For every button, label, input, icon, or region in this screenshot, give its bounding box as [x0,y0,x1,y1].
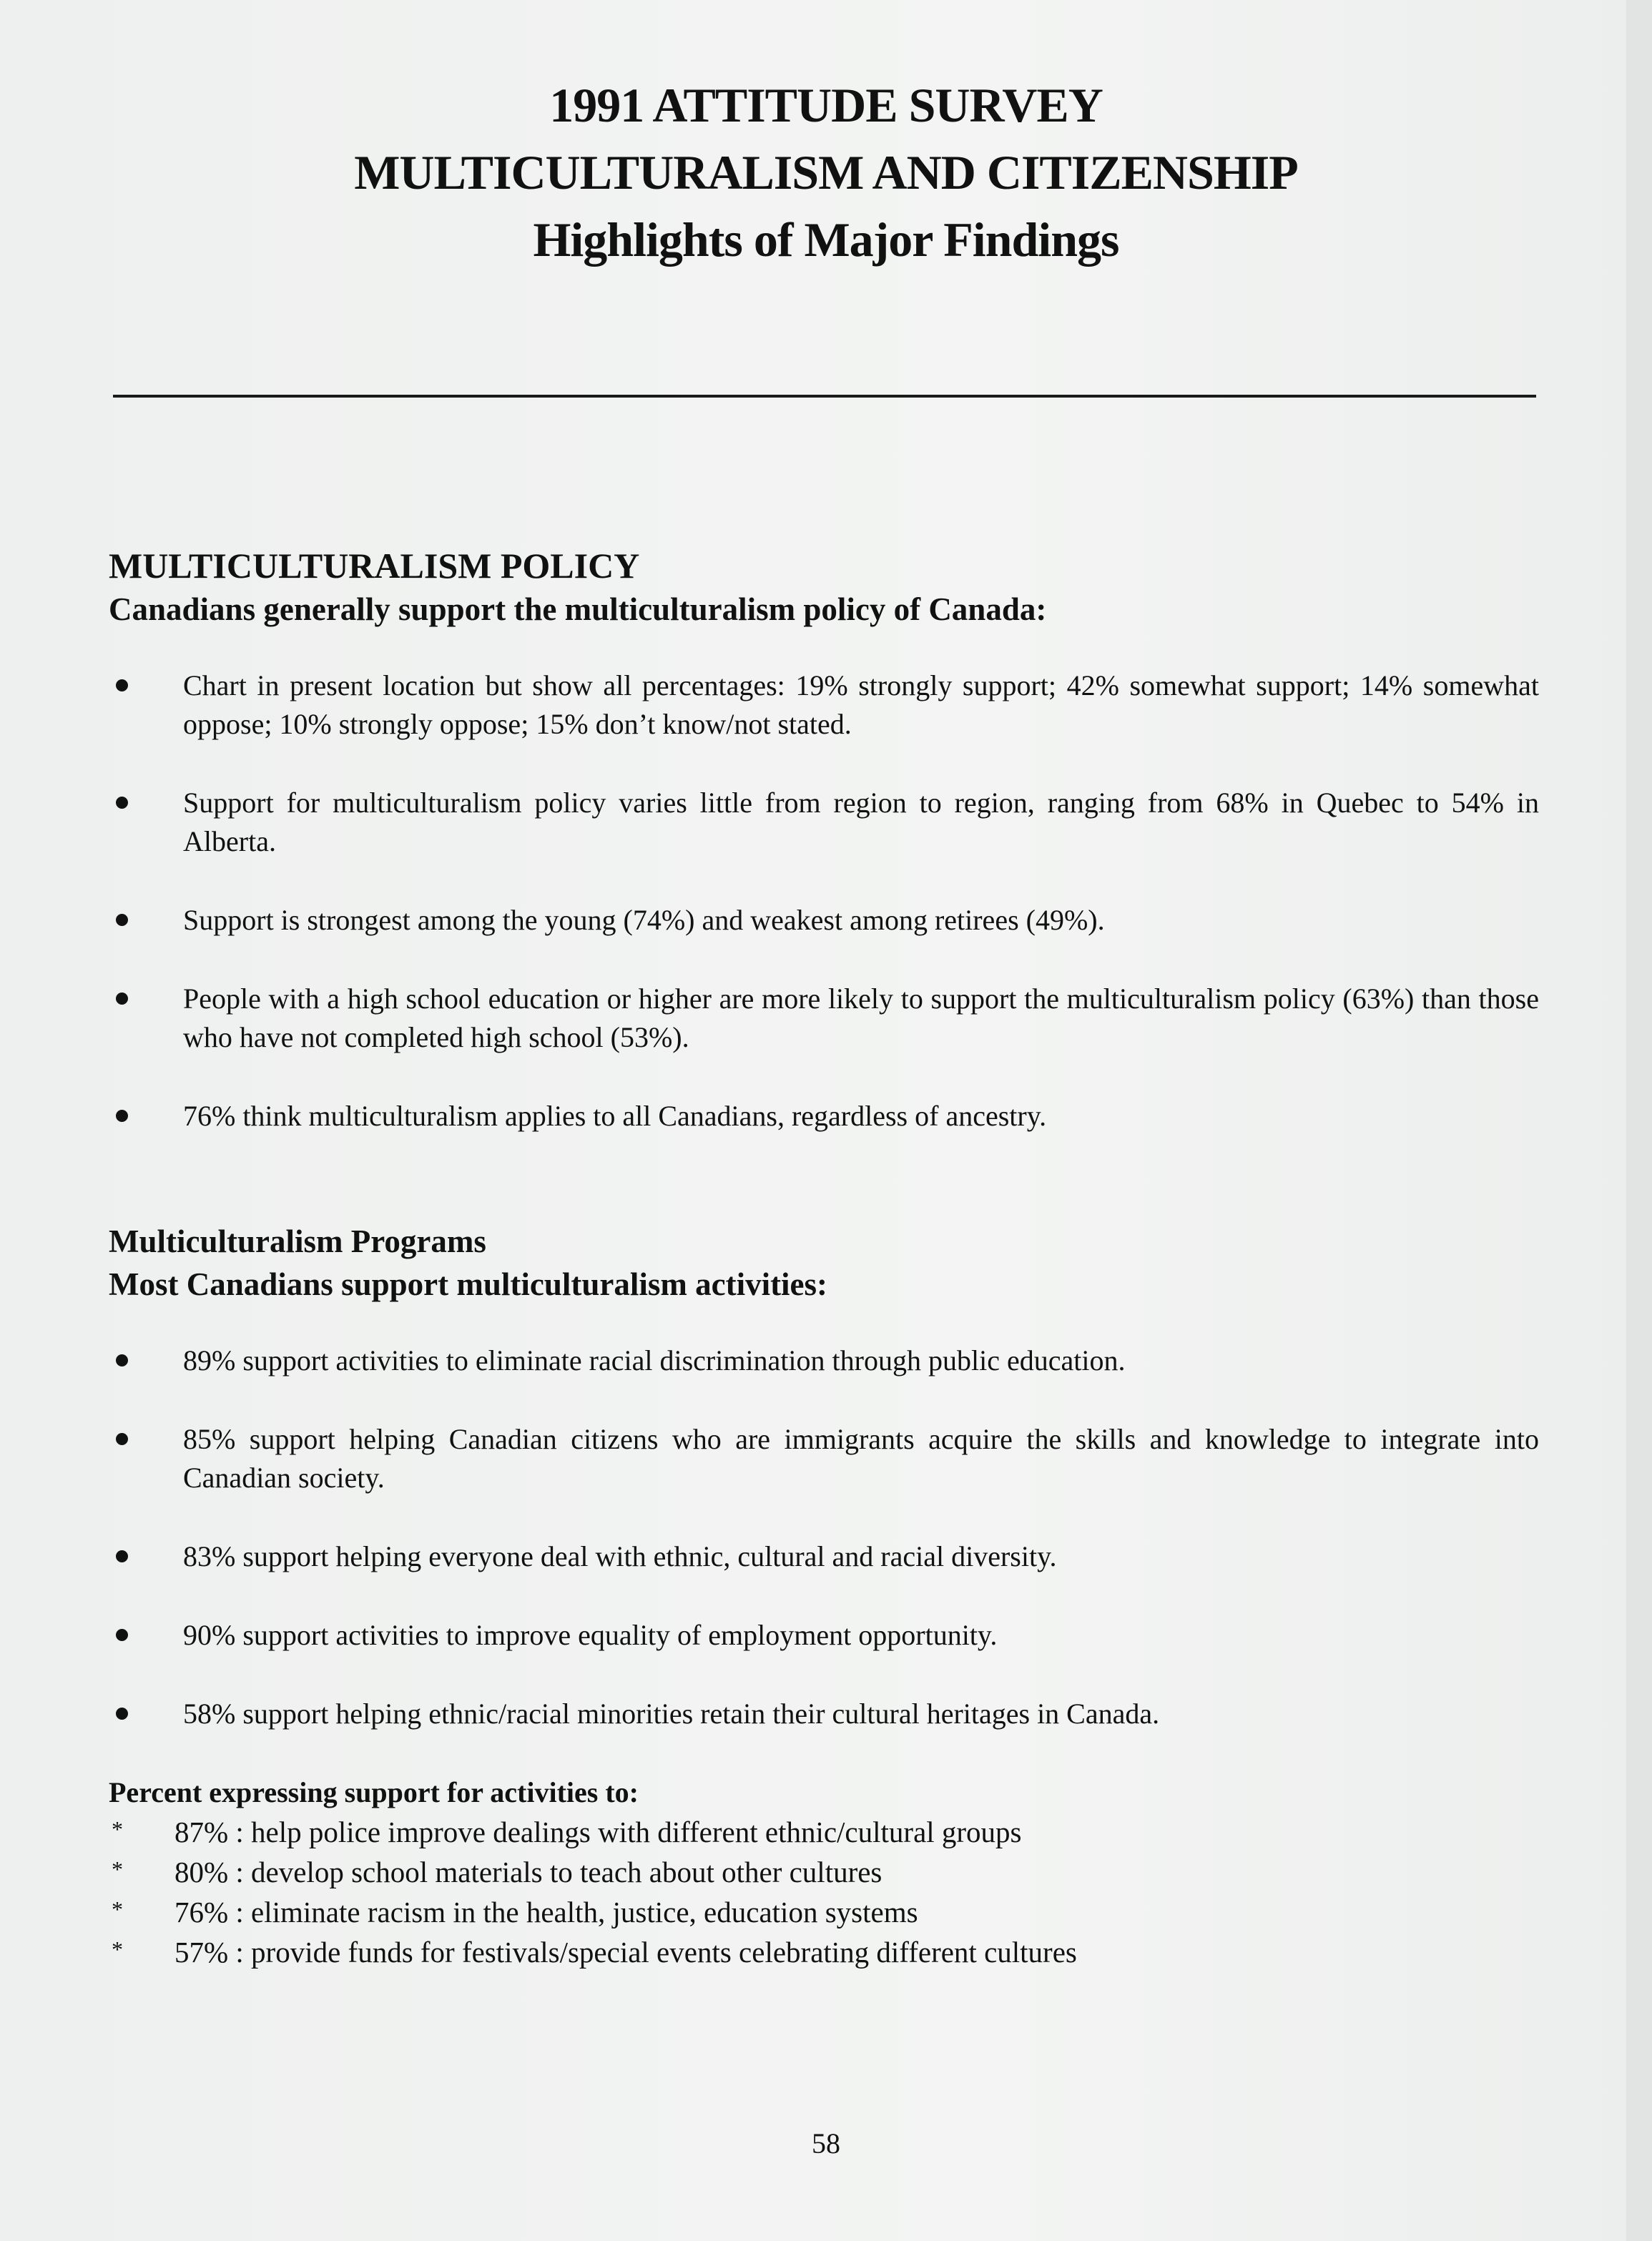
main-content [109,543,1539,1972]
title-divider [113,395,1536,398]
bullet-text: 85% support helping Canadian citizens who are immigrants acquire the skills and knowledge to integrate into Canadian society. [183,1423,1539,1494]
bullet-text: Chart in present location but show all percentages: 19% strongly support; 42% somewhat support; 14% somewhat oppose; 10% strongly oppose; 15% don’t know/not stated. [183,669,1539,740]
support-heading: Percent expressing support for activities to: [109,1776,639,1808]
bullet-icon [116,1433,128,1445]
bullet-text: Support for multiculturalism policy varies little from region to region, ranging from 68% in Quebec to 54% in Alberta. [183,787,1539,857]
list-item [109,1852,1539,1892]
list-item [109,980,1539,1057]
bullet-text: 89% support activities to eliminate racial discrimination through public education. [183,1344,1126,1376]
page-edge-shadow [1626,0,1652,2241]
bullet-text: People with a high school education or higher are more likely to support the multiculturalism policy (63%) than those who have not completed high school (53%). [183,982,1539,1053]
list-item [109,1932,1539,1972]
list-item [109,666,1539,744]
bullet-icon [116,797,128,809]
list-item [109,1892,1539,1932]
bullet-icon [116,914,128,926]
highlights-title: Highlights of Major Findings [533,212,1119,267]
asterisk-icon: * [112,1856,123,1882]
bullet-icon [116,1708,128,1720]
bullet-icon [116,1550,128,1562]
bullet-icon [116,1110,128,1122]
survey-subtitle: MULTICULTURALISM AND CITIZENSHIP [354,145,1298,200]
list-item [109,1537,1539,1576]
bullet-text: 90% support activities to improve equality of employment opportunity. [183,1619,998,1651]
support-text: 57% : provide funds for festivals/special events celebrating different cultures [174,1936,1077,1969]
asterisk-icon: * [112,1896,123,1922]
policy-bullet-list [109,666,1539,1136]
policy-heading: MULTICULTURALISM POLICY [109,546,640,586]
page-number: 58 [812,2127,840,2159]
bullet-icon [116,1354,128,1366]
support-text: 76% : eliminate racism in the health, justice, education systems [174,1896,918,1929]
programs-heading: Multiculturalism Programs [109,1223,486,1259]
list-item [109,1616,1539,1655]
list-item [109,1695,1539,1733]
list-item [109,1420,1539,1497]
survey-title: 1991 ATTITUDE SURVEY [549,78,1103,132]
asterisk-icon: * [112,1936,123,1962]
bullet-icon [116,993,128,1005]
support-text: 80% : develop school materials to teach about other cultures [174,1856,882,1888]
bullet-text: Support is strongest among the young (74%) and weakest among retirees (49%). [183,904,1105,936]
bullet-text: 76% think multiculturalism applies to all Canadians, regardless of ancestry. [183,1100,1047,1132]
section-spacer [109,1176,1539,1220]
programs-subheading: Most Canadians support multiculturalism activities: [109,1266,828,1302]
programs-bullet-list [109,1341,1539,1733]
bullet-text: 58% support helping ethnic/racial minorities retain their cultural heritages in Canada. [183,1698,1160,1730]
policy-subheading: Canadians generally support the multiculturalism policy of Canada: [109,591,1047,627]
list-item [109,1341,1539,1380]
support-text: 87% : help police improve dealings with different ethnic/cultural groups [174,1816,1022,1848]
title-block [0,72,1652,273]
list-item [109,1097,1539,1136]
bullet-icon [116,679,128,691]
bullet-text: 83% support helping everyone deal with ethnic, cultural and racial diversity. [183,1540,1057,1572]
list-item [109,784,1539,861]
asterisk-icon: * [112,1816,123,1842]
support-list [109,1812,1539,1972]
bullet-icon [116,1629,128,1641]
list-item [109,901,1539,940]
list-item [109,1812,1539,1852]
